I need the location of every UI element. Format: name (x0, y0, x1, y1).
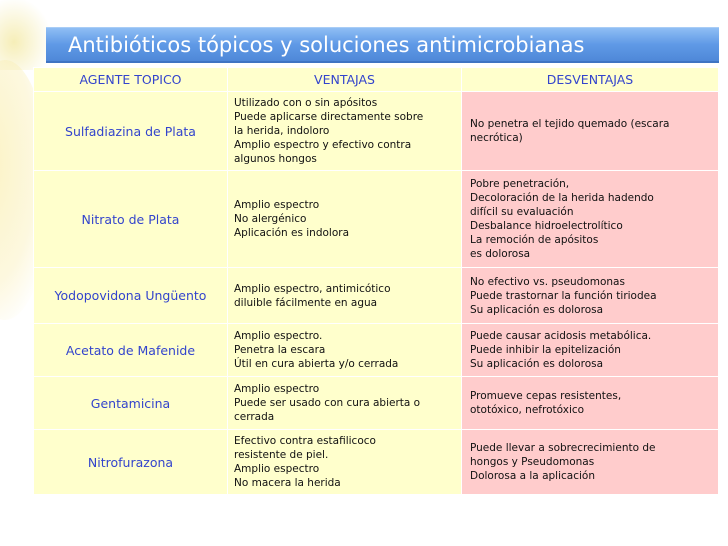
agent-name: Acetato de Mafenide (34, 324, 228, 377)
ventaja-line: Amplio espectro (234, 463, 320, 475)
agent-name: Gentamicina (34, 377, 228, 430)
header-ventajas: VENTAJAS (228, 68, 462, 92)
background-decoration-top (0, 0, 50, 70)
table-row (34, 324, 719, 377)
ventaja-line: Amplio espectro (234, 199, 320, 211)
desventaja-line: Dolorosa a la aplicación (470, 470, 595, 482)
desventaja-line: difícil su evaluación (470, 206, 574, 218)
ventaja-line: Aplicación es indolora (234, 227, 350, 239)
desventaja-line: Su aplicación es dolorosa (470, 358, 604, 370)
desventaja-line: No penetra el tejido quemado (escara (470, 118, 670, 130)
desventajas-cell (462, 430, 719, 495)
desventaja-line: Puede causar acidosis metabólica. (470, 330, 652, 342)
desventaja-line: No efectivo vs. pseudomonas (470, 275, 625, 288)
desventaja-line: necrótica) (470, 132, 523, 144)
ventajas-cell (228, 377, 462, 430)
table-row (34, 268, 719, 324)
table-row (34, 430, 719, 495)
ventaja-line: cerrada (234, 411, 275, 423)
header-agent: AGENTE TOPICO (34, 68, 228, 92)
ventajas-cell (228, 430, 462, 495)
table-row (34, 92, 719, 171)
desventaja-line: Pobre penetración, (470, 178, 570, 190)
ventaja-line: Útil en cura abierta y/o cerrada (234, 358, 399, 370)
desventaja-line: ototóxico, nefrotóxico (470, 404, 585, 416)
ventaja-line: algunos hongos (234, 153, 317, 165)
desventajas-cell (462, 92, 719, 171)
desventaja-line: es dolorosa (470, 248, 531, 260)
header-row (34, 68, 719, 92)
ventaja-line: No macera la herida (234, 477, 341, 489)
table-row (34, 377, 719, 430)
desventajas-cell (462, 324, 719, 377)
desventaja-line: Desbalance hidroelectrolítico (470, 220, 623, 232)
ventaja-line: resistente de piel. (234, 449, 329, 461)
desventajas-cell (462, 377, 719, 430)
ventaja-line: Amplio espectro y efectivo contra (234, 139, 412, 151)
ventajas-cell (228, 268, 462, 324)
ventajas-cell (228, 92, 462, 171)
desventaja-line: Puede trastornar la función tiriodea (470, 289, 657, 302)
header-desventajas: DESVENTAJAS (462, 68, 719, 92)
desventajas-cell (462, 268, 719, 324)
ventaja-line: la herida, indoloro (234, 125, 330, 137)
agent-name: Nitrofurazona (34, 430, 228, 495)
table-row (34, 171, 719, 268)
desventaja-line: Su aplicación es dolorosa (470, 303, 604, 316)
desventaja-line: Decoloración de la herida hadendo (470, 192, 654, 204)
desventaja-line: La remoción de apósitos (470, 234, 599, 246)
ventaja-line: Puede ser usado con cura abierta o (234, 397, 421, 409)
ventaja-line: Puede aplicarse directamente sobre (234, 111, 424, 123)
desventaja-line: hongos y Pseudomonas (470, 456, 595, 468)
ventaja-line: Amplio espectro. (234, 330, 323, 342)
agent-name: Nitrato de Plata (34, 171, 228, 268)
ventaja-line: Amplio espectro, antimicótico (234, 282, 391, 295)
desventaja-line: Promueve cepas resistentes, (470, 390, 622, 402)
desventaja-line: Puede inhibir la epitelización (470, 344, 621, 356)
ventaja-line: Penetra la escara (234, 344, 326, 356)
ventajas-cell (228, 324, 462, 377)
ventaja-line: Utilizado con o sin apósitos (234, 97, 378, 109)
agent-name: Yodopovidona Ungüento (34, 268, 228, 324)
antibiotics-table (33, 67, 719, 495)
desventajas-cell (462, 171, 719, 268)
desventaja-line: Puede llevar a sobrecrecimiento de (470, 442, 656, 454)
slide-title: Antibióticos tópicos y soluciones antimicrobianas (46, 27, 719, 63)
ventaja-line: Amplio espectro (234, 383, 320, 395)
agent-name: Sulfadiazina de Plata (34, 92, 228, 171)
ventaja-line: Efectivo contra estafilicoco (234, 435, 376, 447)
ventajas-cell (228, 171, 462, 268)
ventaja-line: No alergénico (234, 213, 307, 225)
ventaja-line: diluible fácilmente en agua (234, 296, 378, 309)
